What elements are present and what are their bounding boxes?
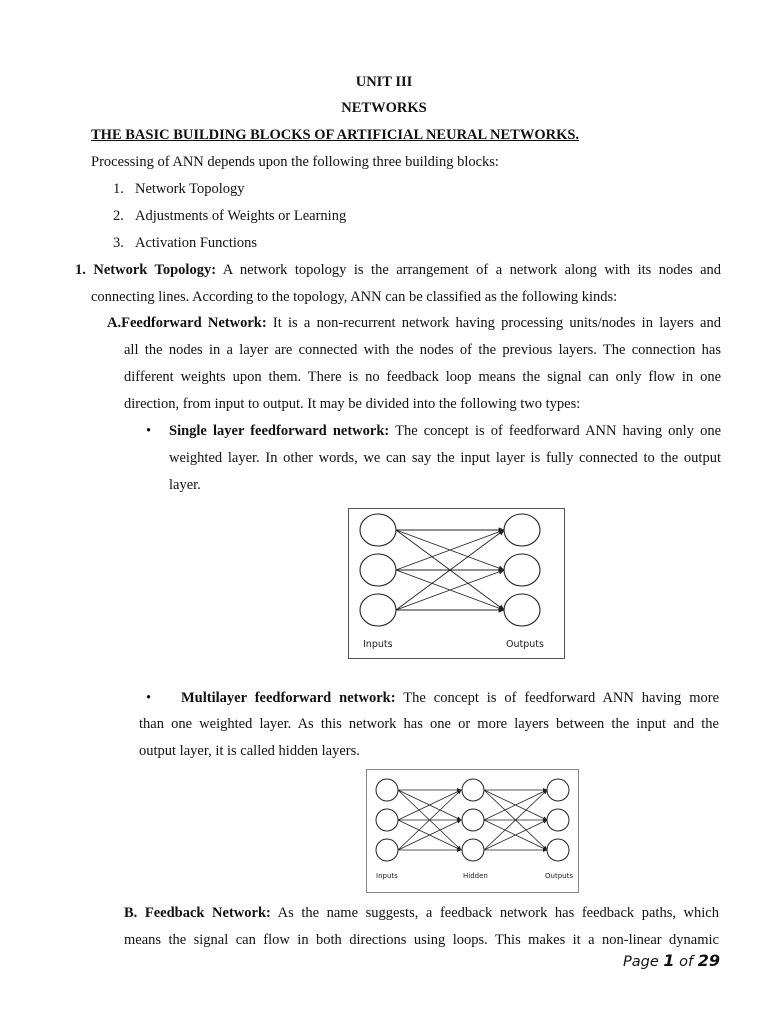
list-item bbox=[113, 208, 347, 225]
section1-line1 bbox=[75, 262, 721, 279]
list-number: 1. bbox=[113, 181, 124, 197]
sectionB-term: B. Feedback Network: bbox=[124, 905, 271, 921]
output-nodes bbox=[504, 514, 540, 626]
sectionA-letter: A. bbox=[107, 315, 122, 331]
sectionA-term: Feedforward Network: bbox=[121, 315, 267, 331]
multi-layer-line2: than one weighted layer. As this network has one or more layers between the input and the bbox=[139, 716, 719, 732]
outputs-label: Outputs bbox=[506, 639, 544, 650]
list-number: 2. bbox=[113, 208, 124, 224]
multi-layer-text: The concept is of feedforward ANN having more bbox=[403, 690, 720, 706]
section1-line2: connecting lines. According to the topology, ANN can be classified as the following kinds: bbox=[91, 289, 618, 305]
page-total: 29 bbox=[697, 951, 720, 970]
sectionA-line4: direction, from input to output. It may be divided into the following two types: bbox=[124, 396, 581, 412]
sectionB-line2: means the signal can flow in both directions using loops. This makes it a non-linear dynamic bbox=[124, 932, 719, 948]
single-layer-text: The concept is of feedforward ANN having only one bbox=[395, 423, 722, 439]
input-nodes bbox=[376, 779, 398, 861]
list-text: Activation Functions bbox=[135, 235, 258, 251]
bullet: • bbox=[146, 423, 152, 439]
list-text: Adjustments of Weights or Learning bbox=[135, 208, 347, 224]
list-text: Network Topology bbox=[135, 181, 245, 197]
list-item bbox=[113, 181, 245, 198]
multi-layer-line3: output layer, it is called hidden layers. bbox=[139, 743, 360, 759]
single-layer-line3: layer. bbox=[169, 477, 201, 493]
inputs-label: Inputs bbox=[363, 639, 393, 650]
unit-label: UNIT III bbox=[355, 74, 413, 90]
single-layer-figure bbox=[348, 508, 565, 659]
multi-layer-diagram bbox=[367, 770, 578, 892]
output-nodes bbox=[547, 779, 569, 861]
bullet: • bbox=[146, 690, 152, 706]
sectionA-text: It is a non-recurrent network having processing units/nodes in layers and bbox=[272, 315, 721, 331]
section1-term: Network Topology: bbox=[93, 262, 217, 278]
hidden-label: Hidden bbox=[463, 872, 488, 880]
page-title: NETWORKS bbox=[341, 100, 427, 116]
page-footer bbox=[623, 951, 720, 970]
multi-layer-figure bbox=[366, 769, 579, 893]
hidden-nodes bbox=[462, 779, 484, 861]
input-nodes bbox=[360, 514, 396, 626]
section-heading: THE BASIC BUILDING BLOCKS OF ARTIFICIAL NEURAL NETWORKS. bbox=[91, 127, 580, 143]
list-number: 3. bbox=[113, 235, 124, 251]
section1-number: 1. bbox=[75, 262, 86, 278]
sectionA-line1 bbox=[107, 315, 721, 332]
section1-text: A network topology is the arrangement of a network along with its nodes and bbox=[222, 262, 722, 278]
single-layer-line2: weighted layer. In other words, we can say the input layer is fully connected to the output bbox=[169, 450, 721, 466]
page-word: Page bbox=[623, 954, 659, 970]
page-number: 1 bbox=[663, 951, 675, 970]
single-layer-line1 bbox=[169, 423, 721, 440]
of-word: of bbox=[679, 954, 694, 970]
connection-lines bbox=[396, 530, 504, 610]
intro-text: Processing of ANN depends upon the following three building blocks: bbox=[91, 154, 499, 170]
list-item bbox=[113, 235, 258, 252]
inputs-label: Inputs bbox=[376, 872, 398, 880]
single-layer-term: Single layer feedforward network: bbox=[169, 423, 390, 439]
sectionB-text: As the name suggests, a feedback network has feedback paths, which bbox=[277, 905, 719, 921]
sectionB-line1 bbox=[124, 905, 719, 922]
sectionA-line2: all the nodes in a layer are connected with the nodes of the previous layers. The connection has bbox=[124, 342, 721, 358]
multi-layer-term: Multilayer feedforward network: bbox=[181, 690, 396, 706]
single-layer-diagram bbox=[349, 509, 564, 658]
sectionA-line3: different weights upon them. There is no feedback loop means the signal can only flow in one bbox=[124, 369, 721, 385]
multi-layer-line1 bbox=[181, 690, 719, 707]
outputs-label: Outputs bbox=[545, 872, 573, 880]
